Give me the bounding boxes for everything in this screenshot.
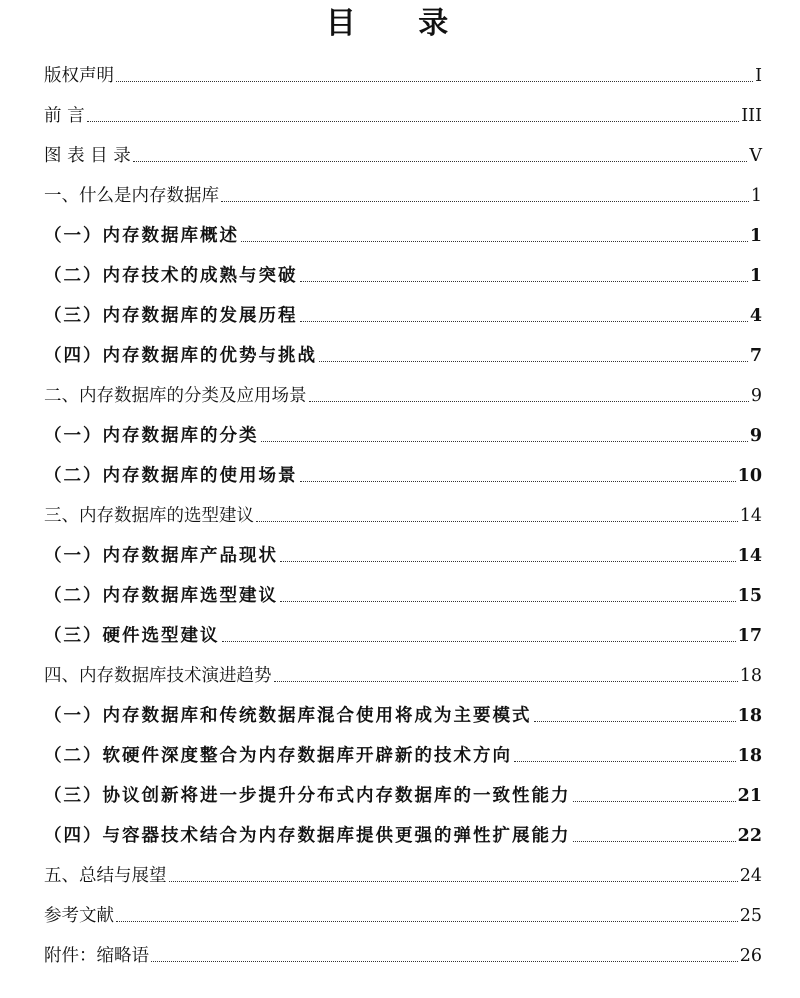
dot-leader [573, 841, 736, 842]
dot-leader [221, 201, 749, 202]
toc-entry-page: 17 [737, 626, 762, 646]
toc-entry-label: （四）与容器技术结合为内存数据库提供更强的弹性扩展能力 [44, 826, 571, 846]
toc-entry-section-1-1[interactable] [44, 216, 762, 246]
toc-entry-chapter-2[interactable] [44, 376, 762, 406]
toc-entry-label: （二）内存数据库的使用场景 [44, 466, 298, 486]
dot-leader [280, 601, 736, 602]
toc-entry-page: 25 [739, 906, 762, 926]
toc-entry-section-2-2[interactable] [44, 456, 762, 486]
toc-entry-chapter-5[interactable] [44, 856, 762, 886]
toc-entry-page: 21 [737, 786, 762, 806]
toc-entry-label: 五、总结与展望 [44, 866, 167, 886]
toc-entry-label: （二）软硬件深度整合为内存数据库开辟新的技术方向 [44, 746, 512, 766]
toc-entry-section-4-1[interactable] [44, 696, 762, 726]
toc-entry-label: 三、内存数据库的选型建议 [44, 506, 254, 526]
toc-entry-copyright[interactable] [44, 56, 762, 86]
toc-entry-label: 参考文献 [44, 906, 114, 926]
toc-entry-label: （一）内存数据库的分类 [44, 426, 259, 446]
toc-entry-appendix[interactable] [44, 936, 762, 966]
dot-leader [274, 681, 738, 682]
toc-title: 目 录 [325, 6, 475, 41]
dot-leader [241, 241, 748, 242]
toc-entry-page: 7 [749, 346, 762, 366]
toc-entry-label: 一、什么是内存数据库 [44, 186, 219, 206]
toc-entry-page: 9 [750, 386, 762, 406]
toc-entry-label: （三）硬件选型建议 [44, 626, 220, 646]
toc-entry-label: （四）内存数据库的优势与挑战 [44, 346, 317, 366]
toc-entry-label: （三）协议创新将进一步提升分布式内存数据库的一致性能力 [44, 786, 571, 806]
toc-entry-chapter-4[interactable] [44, 656, 762, 686]
dot-leader [261, 441, 748, 442]
toc-entry-label: 附件：缩略语 [44, 946, 149, 966]
toc-entry-label: （三）内存数据库的发展历程 [44, 306, 298, 326]
toc-entry-page: 22 [737, 826, 762, 846]
toc-entry-section-3-1[interactable] [44, 536, 762, 566]
dot-leader [300, 321, 748, 322]
toc-entry-page: 1 [749, 266, 762, 286]
toc-entry-section-3-2[interactable] [44, 576, 762, 606]
toc-entry-preface[interactable] [44, 96, 762, 126]
toc-entry-label: 版权声明 [44, 66, 114, 86]
dot-leader [319, 361, 748, 362]
toc-entry-label: 二、内存数据库的分类及应用场景 [44, 386, 307, 406]
toc-entry-page: 10 [737, 466, 762, 486]
dot-leader [280, 561, 736, 562]
dot-leader [87, 121, 740, 122]
toc-entry-page: 26 [739, 946, 762, 966]
dot-leader [300, 281, 748, 282]
dot-leader [133, 161, 748, 162]
toc-entry-label: （二）内存数据库选型建议 [44, 586, 278, 606]
toc-entry-page: 24 [739, 866, 762, 886]
dot-leader [151, 961, 738, 962]
dot-leader [573, 801, 736, 802]
toc-entry-page: 14 [739, 506, 762, 526]
toc-entry-page: I [755, 66, 762, 86]
toc-entry-page: 1 [750, 186, 762, 206]
toc-entry-section-4-4[interactable] [44, 816, 762, 846]
toc-entry-label: （一）内存数据库概述 [44, 226, 239, 246]
dot-leader [514, 761, 736, 762]
toc-entry-page: 4 [749, 306, 762, 326]
toc-entry-chapter-1[interactable] [44, 176, 762, 206]
toc-entry-section-4-3[interactable] [44, 776, 762, 806]
dot-leader [169, 881, 738, 882]
toc-entry-label: 四、内存数据库技术演进趋势 [44, 666, 272, 686]
toc-entry-chapter-3[interactable] [44, 496, 762, 526]
toc-entry-section-3-3[interactable] [44, 616, 762, 646]
toc-entry-label: 图 表 目 录 [44, 146, 131, 166]
toc-entry-page: 18 [737, 746, 762, 766]
dot-leader [222, 641, 736, 642]
toc-entry-page: 14 [737, 546, 762, 566]
toc-entry-section-1-3[interactable] [44, 296, 762, 326]
toc-entry-label: （一）内存数据库产品现状 [44, 546, 278, 566]
toc-entry-label: （一）内存数据库和传统数据库混合使用将成为主要模式 [44, 706, 532, 726]
toc-entry-section-1-4[interactable] [44, 336, 762, 366]
toc-entry-page: 15 [737, 586, 762, 606]
toc-entry-figures[interactable] [44, 136, 762, 166]
toc-entry-section-4-2[interactable] [44, 736, 762, 766]
toc-entry-section-2-1[interactable] [44, 416, 762, 446]
dot-leader [116, 921, 738, 922]
dot-leader [534, 721, 736, 722]
toc-entry-label: （二）内存技术的成熟与突破 [44, 266, 298, 286]
toc-entry-page: 9 [749, 426, 762, 446]
toc-entry-references[interactable] [44, 896, 762, 926]
toc-entry-page: V [749, 146, 762, 166]
dot-leader [309, 401, 749, 402]
toc-entry-label: 前 言 [44, 106, 85, 126]
dot-leader [116, 81, 753, 82]
dot-leader [300, 481, 736, 482]
dot-leader [256, 521, 738, 522]
toc-entry-page: III [741, 106, 762, 126]
toc-entry-section-1-2[interactable] [44, 256, 762, 286]
toc-entry-page: 1 [749, 226, 762, 246]
toc-entry-page: 18 [737, 706, 762, 726]
toc-entry-page: 18 [739, 666, 762, 686]
